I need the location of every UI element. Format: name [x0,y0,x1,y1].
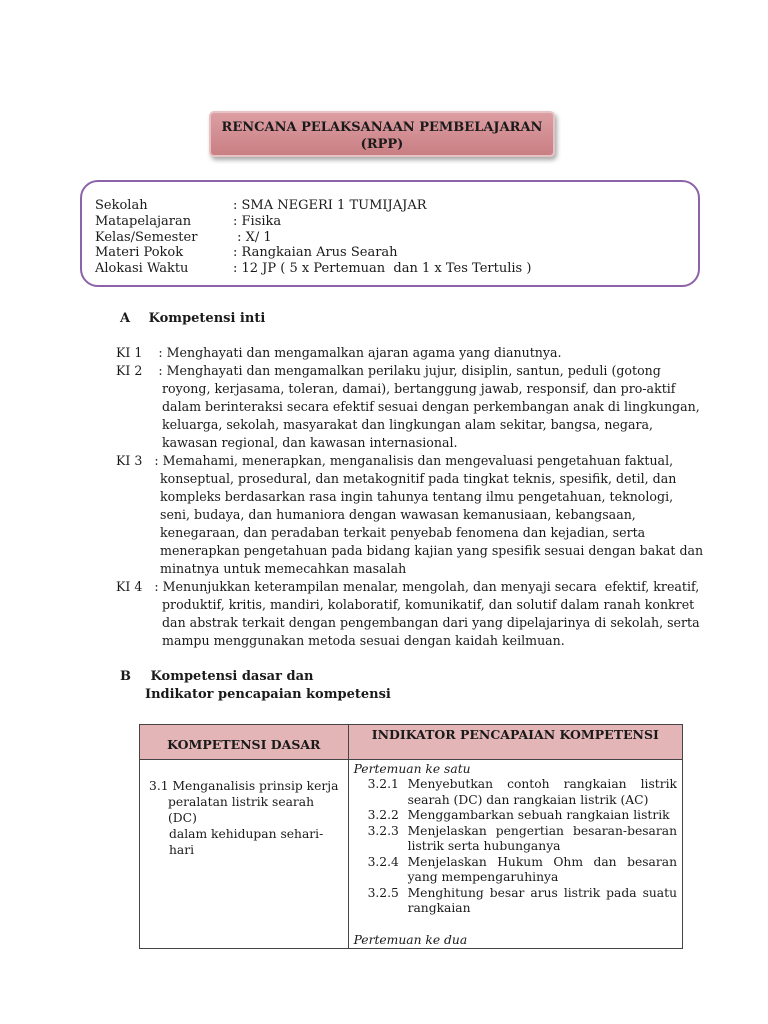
ki-2 [116,362,700,452]
indicator-number: 3.2.3 [367,823,399,838]
info-label: Alokasi Waktu [95,261,189,276]
ki-line: seni, budaya, dan humaniora dengan wawasan kemanusiaan, kebangsaan, [160,507,636,522]
ki-line: keluarga, sekolah, masyarakat dan lingkungan alam sekitar, bangsa, negara, [162,417,653,432]
ki-line: KI 3 : Memahami, menerapkan, menganalisis dan mengevaluasi pengetahuan faktual, [116,453,674,468]
info-value: : Fisika [233,214,282,229]
indicator-item [349,886,682,917]
ki-line: KI 1 : Menghayati dan mengamalkan ajaran agama yang dianutnya. [116,345,562,360]
info-label: Sekolah [95,198,148,213]
ki-line: minatnya untuk memecahkan masalah [160,561,407,576]
document-title-box [209,111,555,157]
document-subtitle: (RPP) [360,137,404,152]
ki-line: kompleks berdasarkan rasa ingin tahunya tentang ilmu pengetahuan, teknologi, [160,489,674,504]
document-title: RENCANA PELAKSANAAN PEMBELAJARAN [221,120,543,135]
kd-line: hari [169,843,195,857]
indicator-number: 3.2.2 [367,808,399,822]
kd-line: dalam kehidupan sehari- [169,827,324,841]
indicator-cell [348,760,682,949]
indicator-number: 3.2.1 [367,777,399,791]
ki-line: kenegaraan, dan peradaban terkait penyebab fenomena dan kejadian, serta [160,525,646,540]
header-kompetensi-dasar: KOMPETENSI DASAR [140,725,349,760]
indicator-item [349,824,682,855]
ki-line: konseptual, prosedural, dan metakognitif pada tingkat teknis, spesifik, detil, dan [160,471,677,486]
indicator-text: Menggambarkan sebuah rangkaian listrik [407,808,670,822]
header-indikator: INDIKATOR PENCAPAIAN KOMPETENSI [348,725,682,760]
info-label: Kelas/Semester [95,230,198,245]
meeting-2-label: Pertemuan ke dua [353,932,468,947]
indicator-text: Menyebutkan contoh rangkaian listrik searah (DC) dan rangkaian listrik (AC) [407,777,677,807]
indicator-item [349,808,682,824]
section-letter: B [120,669,131,684]
ki-line: KI 2 : Menghayati dan mengamalkan perilaku jujur, disiplin, santun, peduli (gotong [116,363,661,378]
kd-line: peralatan listrik searah (DC) [168,795,315,825]
info-label: Materi Pokok [95,245,184,260]
info-value: : 12 JP ( 5 x Pertemuan dan 1 x Tes Tertulis ) [233,261,532,276]
indicator-text: Menghitung besar arus listrik pada suatu rangkaian [407,885,677,915]
section-a-heading [120,311,265,326]
table-header-row [140,725,683,760]
section-title: Kompetensi inti [148,311,266,326]
meeting-1-label: Pertemuan ke satu [353,762,471,776]
ki-1 [116,344,676,362]
info-label: Matapelajaran [95,214,192,229]
ki-line: dalam berinteraksi secara efektif sesuai dengan perkembangan anak di lingkungan, [162,399,700,414]
indicator-text: Menjelaskan pengertian besaran-besaran listrik serta hubunganya [407,823,677,853]
info-value: : X/ 1 [233,230,272,245]
ki-3 [116,452,704,578]
ki-4 [116,578,700,650]
identity-box [80,180,700,287]
ki-line: produktif, kritis, mandiri, kolaboratif, komunikatif, dan solutif dalam ranah konkret [162,597,695,612]
ki-line: dan abstrak terkait dengan pengembangan dari yang dipelajarinya di sekolah, serta [162,615,700,630]
section-letter: A [120,311,131,326]
ki-line: mampu menggunakan metoda sesuai dengan kaidah keilmuan. [162,633,565,648]
section-b-subtitle: Indikator pencapaian kompetensi [145,687,391,702]
ki-line: KI 4 : Menunjukkan keterampilan menalar, mengolah, dan menyaji secara efektif, kreatif, [116,579,700,594]
info-value: : SMA NEGERI 1 TUMIJAJAR [233,198,427,213]
competency-table [139,724,683,949]
indicator-item [349,777,682,808]
indicator-item [349,855,682,886]
indicator-number: 3.2.5 [367,885,399,900]
section-b-heading [120,669,313,684]
section-title: Kompetensi dasar dan [150,669,314,684]
indicator-number: 3.2.4 [367,854,399,869]
table-row [140,760,683,949]
ki-line: menerapkan pengetahuan pada bidang kajian yang spesifik sesuai dengan bakat dan [160,543,704,558]
indicator-text: Menjelaskan Hukum Ohm dan besaran yang mempengaruhinya [407,854,677,884]
ki-line: royong, kerjasama, toleran, damai), bertanggung jawab, responsif, dan pro-aktif [162,381,676,396]
kd-cell [140,760,349,949]
ki-line: kawasan regional, dan kawasan internasional. [162,435,458,450]
info-value: : Rangkaian Arus Searah [233,245,398,260]
kd-line: 3.1 Menganalisis prinsip kerja [149,779,339,793]
